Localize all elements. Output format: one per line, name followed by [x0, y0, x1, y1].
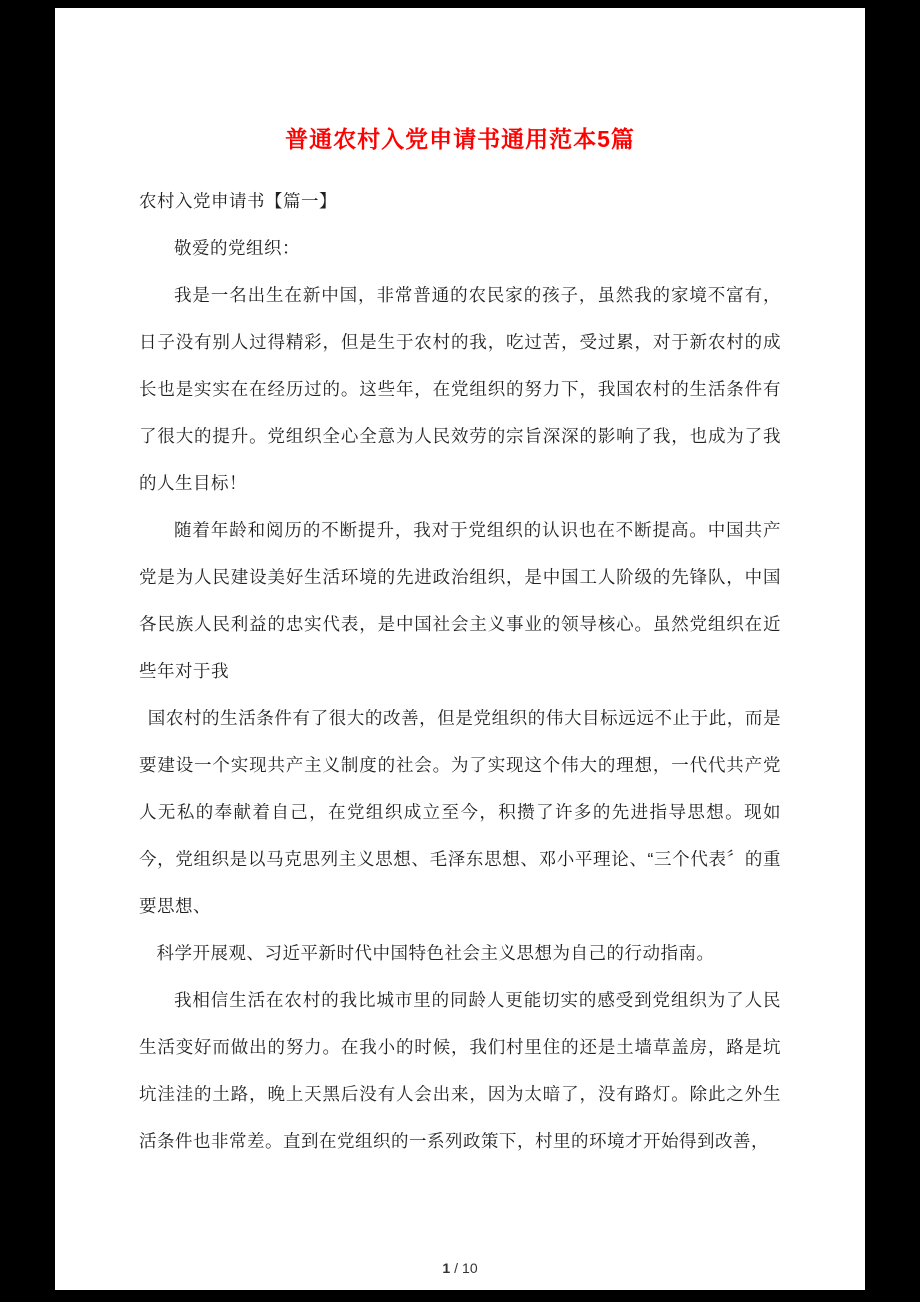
paragraph: 敬爱的党组织：: [174, 238, 300, 258]
page-number-separator: /: [454, 1260, 459, 1276]
paragraph: 随着年龄和阅历的不断提升，我对于党组织的认识也在不断提高。中国共产党是为人民建设美好生活环境的先进政治组织，是中国工人阶级的先锋队，中国各民族人民利益的忠实代表，是中国社会主义事业的领导核心。虽然党组织在近些年对于我: [139, 520, 781, 681]
paragraph: 我相信生活在农村的我比城市里的同龄人更能切实的感受到党组织为了人民生活变好而做出的努力。在我小的时候，我们村里住的还是土墙草盖房，路是坑坑洼洼的土路，晚上天黑后没有人会出来，因为太暗了，没有路灯。除此之外生活条件也非常差。直到在党组织的一系列政策下，村里的环境才开始得到改善，: [139, 990, 781, 1151]
page-number-total: 10: [462, 1260, 478, 1276]
paragraph: 科学开展观、习近平新时代中国特色社会主义思想为自己的行动指南。: [156, 943, 715, 963]
page-number: [55, 1258, 865, 1278]
paragraph: 我是一名出生在新中国，非常普通的农民家的孩子，虽然我的家境不富有，日子没有别人过得精彩，但是生于农村的我，吃过苦，受过累，对于新农村的成长也是实实在在经历过的。这些年，在党组织的努力下，我国农村的生活条件有了很大的提升。党组织全心全意为人民效劳的宗旨深深的影响了我，也成为了我的人生目标！: [139, 285, 781, 493]
paragraph: 国农村的生活条件有了很大的改善，但是党组织的伟大目标远远不止于此，而是要建设一个实现共产主义制度的社会。为了实现这个伟大的理想，一代代共产党人无私的奉献着自己，在党组织成立至今，积攒了许多的先进指导思想。现如今，党组织是以马克思列主义思想、毛泽东思想、邓小平理论、“三个代表〞的重要思想、: [139, 708, 781, 916]
document-title: 普通农村入党申请书通用范本5篇: [285, 126, 635, 152]
page-number-current: 1: [442, 1260, 451, 1276]
paragraph: 农村入党申请书【篇一】: [139, 191, 337, 211]
document-body: [139, 178, 781, 1165]
document-page: [55, 8, 865, 1290]
